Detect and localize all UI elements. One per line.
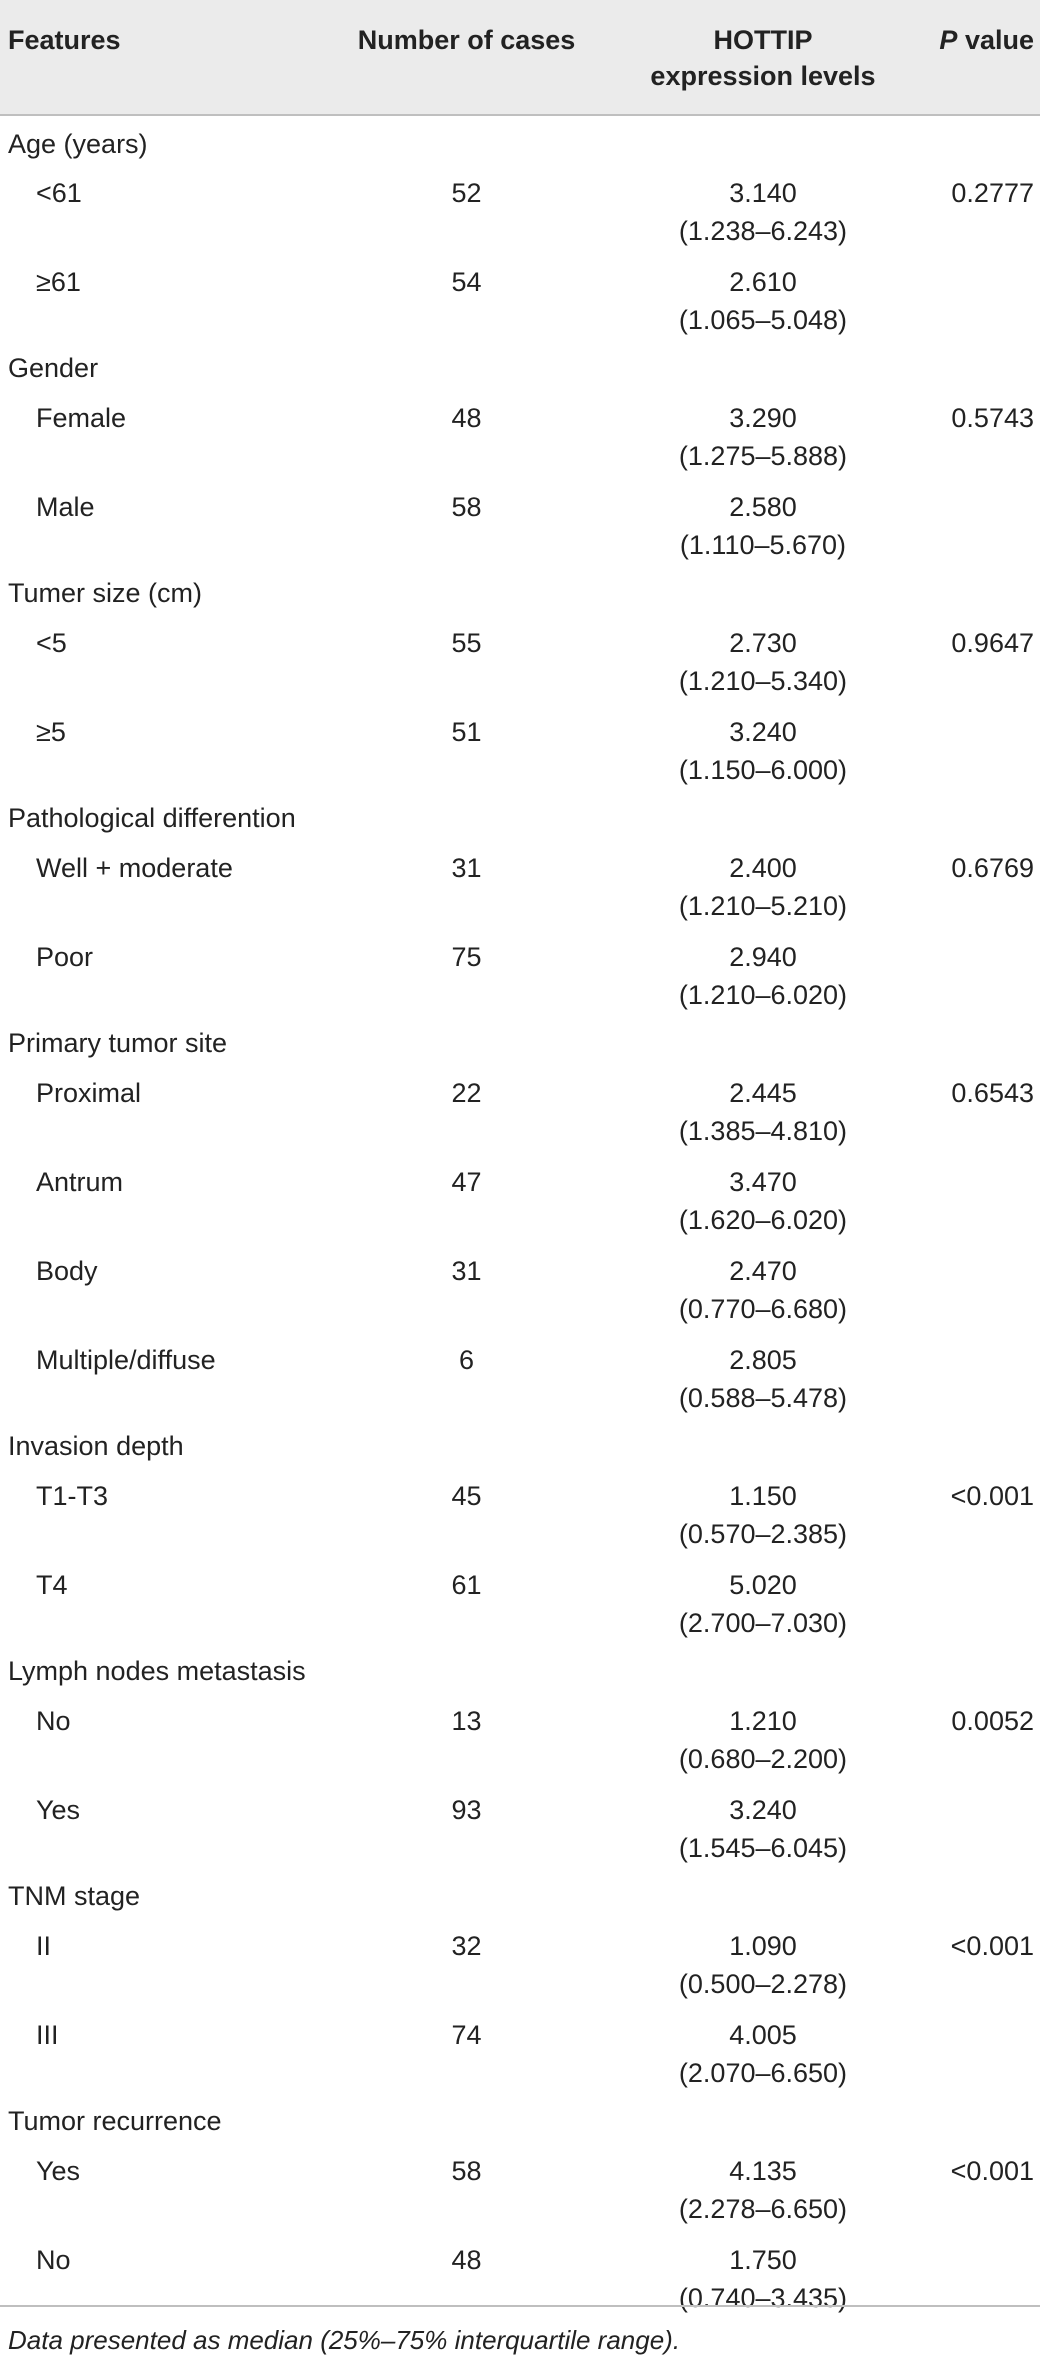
- row-expression: [592, 1779, 905, 1868]
- row-median: 2.470: [729, 1256, 797, 1286]
- table-row: [0, 1465, 1040, 1554]
- row-cases: 6: [458, 1345, 475, 1375]
- group-row: [0, 565, 1040, 612]
- group-row: [0, 1418, 1040, 1465]
- row-iqr: (1.238–6.243): [678, 216, 848, 246]
- row-iqr: (2.700–7.030): [678, 1608, 848, 1638]
- row-median: 2.730: [729, 628, 797, 658]
- group-row: [0, 1015, 1040, 1062]
- row-cases: 47: [451, 1167, 482, 1197]
- row-cases: 74: [451, 2020, 482, 2050]
- row-label: <5: [36, 628, 67, 658]
- table-row: [0, 701, 1040, 790]
- row-median: 3.240: [729, 1795, 797, 1825]
- table-footnote: Data presented as median (25%–75% interquartile range).: [0, 2305, 1040, 2356]
- row-cases: 31: [451, 1256, 482, 1286]
- row-cases: 52: [451, 178, 482, 208]
- header-number-of-cases: Number of cases: [330, 0, 592, 115]
- header-expression-line1: HOTTIP: [713, 25, 813, 55]
- row-label: II: [36, 1931, 52, 1961]
- group-row: [0, 1643, 1040, 1690]
- row-label: Yes: [36, 2156, 81, 2186]
- row-p-value: [905, 1779, 1040, 1868]
- row-iqr: (1.210–5.210): [678, 891, 848, 921]
- row-expression: [592, 1915, 905, 2004]
- table-row: [0, 2004, 1040, 2093]
- table-header: [0, 0, 1040, 115]
- group-title: Pathological differention: [8, 803, 296, 833]
- row-cases: 22: [451, 1078, 482, 1108]
- row-p-value: 0.9647: [951, 628, 1034, 658]
- row-p-value: [905, 2004, 1040, 2093]
- row-median: 3.290: [729, 403, 797, 433]
- row-expression: [592, 701, 905, 790]
- group-title: Lymph nodes metastasis: [8, 1656, 306, 1686]
- header-row: [0, 0, 1040, 115]
- row-p-value: [905, 1554, 1040, 1643]
- row-expression: [592, 2140, 905, 2229]
- row-label: ≥5: [36, 717, 66, 747]
- table-row: [0, 1329, 1040, 1418]
- row-label: Well + moderate: [36, 853, 233, 883]
- row-median: 1.750: [729, 2245, 797, 2275]
- row-iqr: (1.545–6.045): [678, 1833, 848, 1863]
- table-row: [0, 1915, 1040, 2004]
- table-row: [0, 476, 1040, 565]
- group-title: Primary tumor site: [8, 1028, 228, 1058]
- table-row: [0, 1062, 1040, 1151]
- row-iqr: (0.570–2.385): [678, 1519, 848, 1549]
- row-iqr: (1.065–5.048): [678, 305, 848, 335]
- row-median: 3.470: [729, 1167, 797, 1197]
- row-median: 5.020: [729, 1570, 797, 1600]
- row-expression: [592, 387, 905, 476]
- row-expression: [592, 926, 905, 1015]
- row-median: 2.805: [729, 1345, 797, 1375]
- row-label: Multiple/diffuse: [36, 1345, 216, 1375]
- row-iqr: (0.500–2.278): [678, 1969, 848, 1999]
- group-row: [0, 790, 1040, 837]
- group-row: [0, 115, 1040, 162]
- row-label: III: [36, 2020, 59, 2050]
- group-title: Tumer size (cm): [8, 578, 202, 608]
- row-p-value: <0.001: [950, 1481, 1034, 1511]
- row-label: Poor: [36, 942, 94, 972]
- row-label: Proximal: [36, 1078, 142, 1108]
- table-row: [0, 837, 1040, 926]
- row-label: ≥61: [36, 267, 81, 297]
- row-cases: 54: [451, 267, 482, 297]
- row-iqr: (2.278–6.650): [678, 2194, 848, 2224]
- row-p-value: <0.001: [950, 2156, 1034, 2186]
- row-cases: 93: [451, 1795, 482, 1825]
- table-row: [0, 926, 1040, 1015]
- row-cases: 61: [451, 1570, 482, 1600]
- row-expression: [592, 1690, 905, 1779]
- row-iqr: (0.770–6.680): [678, 1294, 848, 1324]
- row-label: T1-T3: [36, 1481, 109, 1511]
- row-p-value: [905, 1329, 1040, 1418]
- row-label: Body: [36, 1256, 98, 1286]
- row-iqr: (2.070–6.650): [678, 2058, 848, 2088]
- row-p-value: [905, 1240, 1040, 1329]
- table-row: [0, 612, 1040, 701]
- group-row: [0, 1868, 1040, 1915]
- row-expression: [592, 251, 905, 340]
- row-expression: [592, 2004, 905, 2093]
- table-row: [0, 1554, 1040, 1643]
- table-row: [0, 162, 1040, 251]
- row-cases: 48: [451, 2245, 482, 2275]
- row-cases: 58: [451, 492, 482, 522]
- table-row: [0, 2140, 1040, 2229]
- row-expression: [592, 1554, 905, 1643]
- group-title: Gender: [8, 353, 99, 383]
- row-iqr: (1.275–5.888): [678, 441, 848, 471]
- row-label: Male: [36, 492, 95, 522]
- row-iqr: (1.620–6.020): [678, 1205, 848, 1235]
- row-cases: 51: [451, 717, 482, 747]
- row-median: 3.240: [729, 717, 797, 747]
- row-median: 2.445: [729, 1078, 797, 1108]
- table-row: [0, 251, 1040, 340]
- group-row: [0, 340, 1040, 387]
- row-iqr: (0.740–3.435): [678, 2283, 848, 2313]
- row-cases: 31: [451, 853, 482, 883]
- row-median: 4.135: [729, 2156, 797, 2186]
- table-row: [0, 1151, 1040, 1240]
- row-label: No: [36, 1706, 71, 1736]
- row-cases: 55: [451, 628, 482, 658]
- row-cases: 75: [451, 942, 482, 972]
- row-cases: 13: [451, 1706, 482, 1736]
- row-iqr: (0.588–5.478): [678, 1383, 848, 1413]
- row-median: 2.940: [729, 942, 797, 972]
- row-expression: [592, 162, 905, 251]
- row-median: 1.210: [729, 1706, 797, 1736]
- row-iqr: (0.680–2.200): [678, 1744, 848, 1774]
- row-p-value: <0.001: [950, 1931, 1034, 1961]
- row-p-value: [905, 1151, 1040, 1240]
- row-iqr: (1.385–4.810): [678, 1116, 848, 1146]
- row-label: T4: [36, 1570, 68, 1600]
- row-expression: [592, 1062, 905, 1151]
- group-title: Invasion depth: [8, 1431, 184, 1461]
- table-row: [0, 1779, 1040, 1868]
- row-expression: [592, 1329, 905, 1418]
- row-label: No: [36, 2245, 71, 2275]
- row-cases: 48: [451, 403, 482, 433]
- row-median: 1.150: [729, 1481, 797, 1511]
- row-expression: [592, 612, 905, 701]
- row-expression: [592, 1151, 905, 1240]
- row-median: 4.005: [729, 2020, 797, 2050]
- group-title: Tumor recurrence: [8, 2106, 222, 2136]
- header-p-letter: P: [939, 25, 958, 55]
- row-median: 3.140: [729, 178, 797, 208]
- row-cases: 58: [451, 2156, 482, 2186]
- header-features: Features: [0, 0, 330, 115]
- header-p-word: value: [964, 25, 1034, 55]
- row-p-value: 0.6769: [951, 853, 1034, 883]
- row-median: 2.610: [729, 267, 797, 297]
- row-label: Antrum: [36, 1167, 124, 1197]
- row-iqr: (1.210–5.340): [678, 666, 848, 696]
- header-p-value: [905, 0, 1040, 115]
- row-expression: [592, 1240, 905, 1329]
- table-row: [0, 1240, 1040, 1329]
- row-median: 1.090: [729, 1931, 797, 1961]
- row-p-value: [905, 926, 1040, 1015]
- row-median: 2.400: [729, 853, 797, 883]
- row-cases: 45: [451, 1481, 482, 1511]
- group-row: [0, 2093, 1040, 2140]
- row-expression: [592, 837, 905, 926]
- row-expression: [592, 476, 905, 565]
- row-expression: [592, 1465, 905, 1554]
- row-p-value: 0.6543: [951, 1078, 1034, 1108]
- row-p-value: [905, 701, 1040, 790]
- row-iqr: (1.110–5.670): [679, 530, 847, 560]
- row-label: Yes: [36, 1795, 81, 1825]
- table-row: [0, 1690, 1040, 1779]
- row-cases: 32: [451, 1931, 482, 1961]
- table-row: [0, 387, 1040, 476]
- group-title: Age (years): [8, 129, 148, 159]
- header-expression-line2: expression levels: [650, 61, 876, 91]
- row-label: Female: [36, 403, 127, 433]
- row-iqr: (1.210–6.020): [678, 980, 848, 1010]
- table-body: [0, 115, 1040, 2318]
- row-p-value: 0.2777: [951, 178, 1034, 208]
- row-p-value: 0.5743: [951, 403, 1034, 433]
- row-p-value: [905, 476, 1040, 565]
- row-label: <61: [36, 178, 82, 208]
- row-p-value: 0.0052: [951, 1706, 1034, 1736]
- row-iqr: (1.150–6.000): [678, 755, 848, 785]
- group-title: TNM stage: [8, 1881, 141, 1911]
- header-expression-levels: [592, 0, 905, 115]
- row-p-value: [905, 251, 1040, 340]
- row-median: 2.580: [729, 492, 797, 522]
